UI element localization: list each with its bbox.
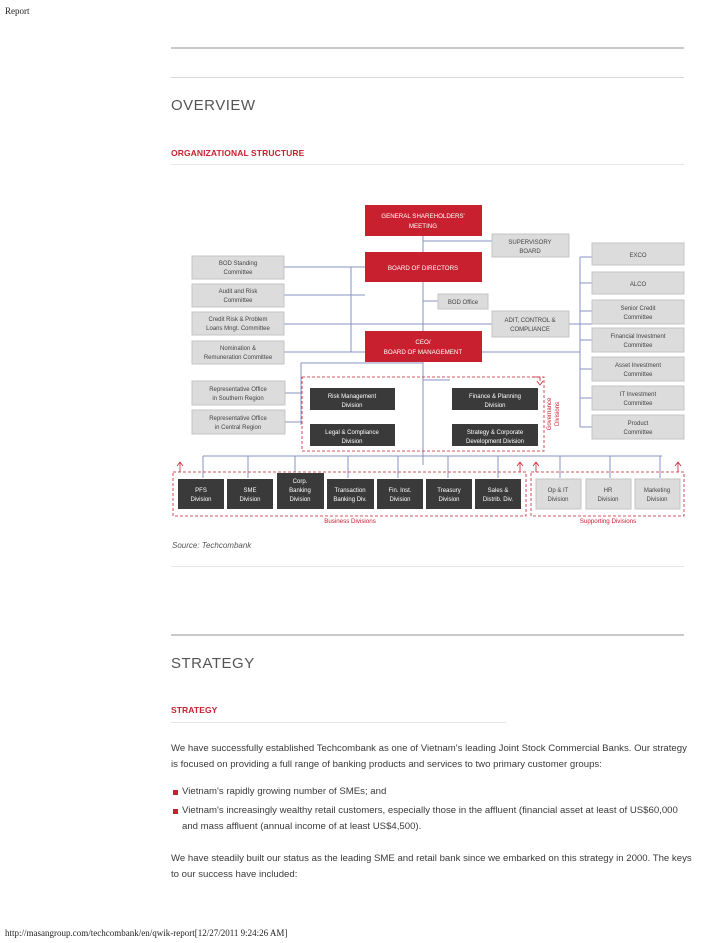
strategy-title: STRATEGY: [171, 655, 255, 672]
supporting-box: [635, 479, 680, 509]
overview-subtitle: ORGANIZATIONAL STRUCTURE: [171, 148, 305, 158]
supporting-label: Marketing: [643, 488, 671, 494]
committee-label: Loans Mngt. Committee: [206, 326, 270, 332]
committee-label: BOD Standing: [218, 261, 258, 267]
business-divisions-label: Business Divisions: [324, 518, 376, 525]
ceo-label-2: BOARD OF MANAGEMENT: [383, 349, 463, 356]
strategy-subtitle: STRATEGY: [171, 705, 218, 715]
governance-label: Strategy & Corporate: [466, 430, 524, 436]
divider-subtitle: [171, 164, 684, 165]
supporting-box: [586, 479, 631, 509]
divider-strategy-subtitle: [171, 722, 506, 723]
committee-label: Nomination &: [219, 346, 257, 352]
divider-top: [171, 47, 684, 49]
committee-label: Committee: [623, 343, 653, 349]
bod-office-label: BOD Office: [447, 300, 479, 306]
business-box: [426, 479, 472, 509]
chart-source: Source: Techcombank: [172, 541, 252, 550]
committee-label: Senior Credit: [620, 306, 656, 312]
governance-label: Division: [484, 403, 506, 409]
supporting-divisions-label: Supporting Divisions: [579, 518, 637, 525]
business-label: SME: [243, 488, 257, 494]
strategy-paragraph-1-line-2: is focused on providing a full range of banking products and services to two primary customer groups:: [171, 759, 602, 770]
business-label: PFS: [195, 488, 207, 494]
business-box: [178, 479, 224, 509]
ceo-label-1: CEO/: [415, 339, 431, 346]
bullet-icon: [173, 790, 178, 795]
report-label: Report: [5, 6, 30, 16]
governance-label: Development Division: [465, 439, 525, 445]
committee-label: Financial Investment: [610, 334, 666, 340]
committee-label: Committee: [223, 270, 253, 276]
business-label: Fin. Inst.: [388, 488, 412, 494]
strategy-bullet-2-line-2: and mass affluent (annual income of at least US$4,500).: [182, 821, 422, 832]
governance-divisions: [310, 388, 538, 446]
committee-label: Committee: [223, 298, 253, 304]
rep-offices: [192, 381, 285, 434]
governance-label: Legal & Compliance: [325, 430, 379, 436]
supporting-divisions: [536, 479, 680, 509]
business-label: Distrib. Div.: [482, 497, 514, 503]
left-committees: [192, 256, 284, 364]
divider-strategy: [171, 634, 684, 636]
audit-control-label-2: COMPLIANCE: [510, 327, 550, 333]
supporting-box: [536, 479, 581, 509]
committee-label: Committee: [623, 315, 653, 321]
divider-source: [171, 566, 684, 567]
strategy-paragraph-2-line-1: We have steadily built our status as the leading SME and retail bank since we embarked on this strategy in 2000. The keys: [171, 853, 692, 864]
business-label: Division: [389, 497, 411, 503]
right-committees: [592, 243, 684, 439]
business-label: Banking: [289, 488, 311, 494]
committee-label: Audit and Risk: [218, 289, 258, 295]
business-divisions: [178, 473, 521, 509]
governance-label: Finance & Planning: [468, 394, 522, 400]
business-label: Banking Div.: [333, 497, 367, 503]
business-label: Division: [438, 497, 460, 503]
strategy-bullet-1: Vietnam's rapidly growing number of SMEs; and: [182, 786, 387, 797]
governance-side-label-1: Governance: [547, 397, 553, 431]
divider-overview: [171, 77, 684, 78]
supervisory-label-1: SUPERVISORY: [508, 240, 552, 246]
bullet-icon: [173, 809, 178, 814]
business-label: Treasury: [437, 488, 461, 494]
governance-label: Division: [341, 403, 363, 409]
supporting-label: Op & IT: [547, 488, 569, 494]
committee-label: ALCO: [629, 282, 647, 288]
rep-office-label: Representative Office: [209, 416, 267, 422]
business-box: [227, 479, 273, 509]
gsm-label-1: GENERAL SHAREHOLDERS': [381, 213, 465, 220]
business-box: [377, 479, 423, 509]
business-label: Division: [289, 497, 311, 503]
business-label: Transaction: [334, 488, 366, 494]
business-label: Corp.: [292, 479, 308, 485]
audit-control-box: [492, 311, 569, 337]
rep-office-label: in Central Region: [214, 425, 262, 431]
committee-label: EXCO: [629, 253, 647, 259]
supporting-label: Division: [646, 497, 668, 503]
business-label: Division: [239, 497, 261, 503]
business-box: [327, 479, 374, 509]
supporting-label: Division: [597, 497, 619, 503]
rep-office-label: in Southern Region: [212, 396, 264, 402]
committee-label: Committee: [623, 401, 653, 407]
supporting-label: HR: [603, 488, 613, 494]
supervisory-label-2: BOARD: [519, 249, 541, 255]
business-label: Sales &: [487, 488, 509, 494]
supporting-label: Division: [547, 497, 569, 503]
ceo-box: [365, 331, 482, 362]
committee-label: Remuneration Committee: [203, 355, 273, 361]
gsm-box: [365, 205, 482, 236]
committee-label: Asset Investment: [614, 363, 662, 369]
committee-label: IT Investment: [619, 392, 657, 398]
business-box: [475, 479, 521, 509]
strategy-paragraph-2-line-2: to our success have included:: [171, 869, 298, 880]
rep-office-label: Representative Office: [209, 387, 267, 393]
committee-label: Product: [627, 421, 649, 427]
committee-label: Committee: [623, 430, 653, 436]
governance-side-label-2: Divisions: [555, 401, 561, 427]
overview-title: OVERVIEW: [171, 97, 256, 114]
footer-url: http://masangroup.com/techcombank/en/qwik-report[12/27/2011 9:24:26 AM]: [5, 928, 288, 938]
committee-label: Committee: [623, 372, 653, 378]
gsm-label-2: MEETING: [408, 223, 438, 230]
committee-label: Credit Risk & Problem: [208, 317, 268, 323]
audit-control-label-1: ADIT, CONTROL &: [504, 318, 556, 324]
bod-label: BOARD OF DIRECTORS: [387, 265, 459, 272]
business-label: Division: [190, 497, 212, 503]
governance-label: Risk Management: [327, 394, 377, 400]
strategy-bullet-2-line-1: Vietnam's increasingly wealthy retail customers, especially those in the affluent (financial asset at least of US$60,000: [182, 805, 678, 816]
strategy-paragraph-1-line-1: We have successfully established Techcombank as one of Vietnam's leading Joint Stock Commercial Banks. Our strategy: [171, 743, 687, 754]
org-chart: [170, 200, 690, 530]
governance-label: Division: [341, 439, 363, 445]
